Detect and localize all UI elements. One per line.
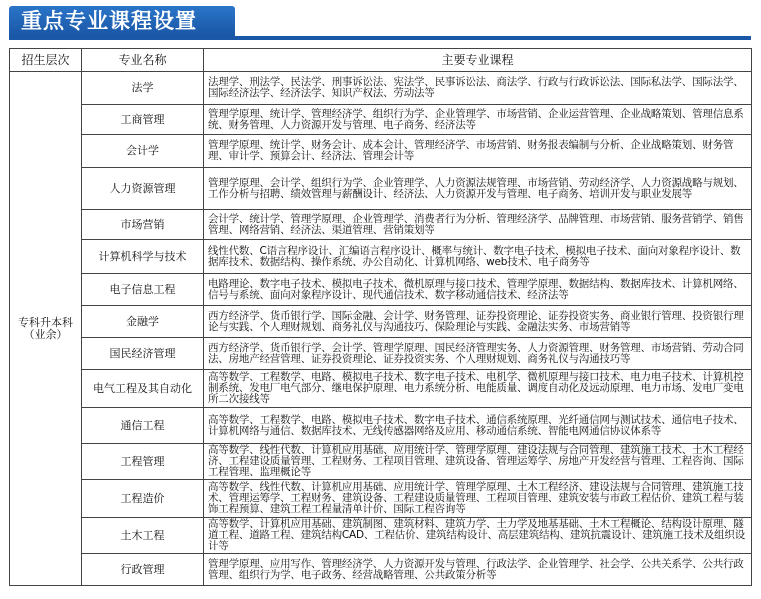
courses-cell: 高等数学、工程数学、电路、模拟电子技术、数字电子技术、电机学、微机原理与接口技术、电力电子技术、计算机控制系统、发电厂电气部分、继电保护原理、电力系统分析、电能质量、调度自动化及远动原理、电力市场、发电厂变电所二次接线等 xyxy=(204,370,752,408)
title-banner xyxy=(9,6,235,36)
courses-cell: 高等数学、线性代数、计算机应用基础、应用统计学、管理学原理、建设法规与合同管理、建筑施工技术、土木工程经济、工程建设质量管理、工程财务、工程项目管理、建筑设备、管理运筹学、房地产开发经营与管理、工程咨询、国际工程管理、监理概论等 xyxy=(204,444,752,480)
courses-cell: 管理学原理、会计学、组织行为学、企业管理学、人力资源法规管理、市场营销、劳动经济学、人力资源战略与规划、工作分析与招聘、绩效管理与薪酬设计、经济法、人力资源开发与管理、电子商务、培训开发与职业发展等 xyxy=(204,168,752,210)
major-name-cell: 工商管理 xyxy=(82,105,204,135)
header-major: 专业名称 xyxy=(82,49,204,72)
courses-cell: 会计学、统计学、管理学原理、企业管理学、消费者行为分析、管理经济学、品牌管理、市场营销、服务营销学、销售管理、网络营销、经济法、渠道管理、营销策划等 xyxy=(204,210,752,240)
enrollment-level-cell: 专科升本科（业余） xyxy=(10,72,82,586)
courses-cell: 线性代数、C语言程序设计、汇编语言程序设计、概率与统计、数字电子技术、模拟电子技术、面向对象程序设计、数据库技术、数据结构、操作系统、办公自动化、计算机网络、web技术、电子商务等 xyxy=(204,240,752,274)
table-row xyxy=(10,168,752,210)
header-level: 招生层次 xyxy=(10,49,82,72)
courses-cell: 高等数学、计算机应用基础、建筑制图、建筑材料、建筑力学、土力学及地基基础、土木工程概论、结构设计原理、隧道工程、道路工程、建筑结构CAD、工程估价、建筑结构设计、高层建筑结构、建筑抗震设计、建筑施工技术及组织设计等 xyxy=(204,518,752,554)
courses-cell: 电路理论、数字电子技术、模拟电子技术、微机原理与接口技术、管理学原理、数据结构、数据库技术、计算机网络、信号与系统、面向对象程序设计、现代通信技术、数字移动通信技术、经济法等 xyxy=(204,274,752,306)
title-underline xyxy=(9,36,751,40)
table-row xyxy=(10,240,752,274)
courses-cell: 高等数学、线性代数、计算机应用基础、应用统计学、管理学原理、土木工程经济、建设法规与合同管理、建筑施工技术、管理运筹学、工程财务、建筑设备、工程建设质量管理、工程项目管理、建筑安装与市政工程估价、建筑工程与装饰工程预算、建筑工程工程量清单计价、国际工程咨询等 xyxy=(204,480,752,518)
major-name-cell: 通信工程 xyxy=(82,408,204,444)
major-name-cell: 金融学 xyxy=(82,306,204,338)
courses-cell: 西方经济学、货币银行学、会计学、管理学原理、国民经济管理实务、人力资源管理、财务管理、市场营销、劳动合同法、房地产经营管理、证券投资理论、证券投资实务、个人理财规划、商务礼仪与沟通技巧等 xyxy=(204,338,752,370)
major-name-cell: 工程管理 xyxy=(82,444,204,480)
table-row xyxy=(10,210,752,240)
major-name-cell: 法学 xyxy=(82,72,204,105)
major-name-cell: 土木工程 xyxy=(82,518,204,554)
major-name-cell: 工程造价 xyxy=(82,480,204,518)
courses-cell: 管理学原理、统计学、管理经济学、组织行为学、企业管理学、市场营销、企业运营管理、企业战略策划、管理信息系统、财务管理、人力资源开发与管理、电子商务、经济法等 xyxy=(204,105,752,135)
page-title: 重点专业课程设置 xyxy=(21,9,197,33)
major-name-cell: 会计学 xyxy=(82,135,204,168)
major-name-cell: 计算机科学与技术 xyxy=(82,240,204,274)
table-body xyxy=(10,72,752,586)
table-row xyxy=(10,518,752,554)
table-row xyxy=(10,480,752,518)
table-row xyxy=(10,72,752,105)
table-header-row xyxy=(10,49,752,72)
table-row xyxy=(10,135,752,168)
header-courses: 主要专业课程 xyxy=(204,49,752,72)
table-row xyxy=(10,306,752,338)
courses-cell: 西方经济学、货币银行学、国际金融、会计学、财务管理、证券投资理论、证券投资实务、商业银行管理、投资银行理论与实践、个人理财规划、商务礼仪与沟通技巧、保险理论与实践、金融法实务、市场营销等 xyxy=(204,306,752,338)
courses-cell: 高等数学、工程数学、电路、模拟电子技术、数字电子技术、通信系统原理、光纤通信网与测试技术、通信电子技术、计算机网络与通信、数据库技术、无线传感器网络及应用、移动通信系统、智能电网通信协议体系等 xyxy=(204,408,752,444)
table-row xyxy=(10,370,752,408)
table-row xyxy=(10,338,752,370)
major-name-cell: 行政管理 xyxy=(82,554,204,586)
table-row xyxy=(10,444,752,480)
major-name-cell: 电气工程及其自动化 xyxy=(82,370,204,408)
course-table xyxy=(9,48,752,586)
table-row xyxy=(10,408,752,444)
courses-cell: 法理学、刑法学、民法学、刑事诉讼法、宪法学、民事诉讼法、商法学、行政与行政诉讼法、国际私法学、国际法学、国际经济法学、经济法学、知识产权法、劳动法等 xyxy=(204,72,752,105)
table-row xyxy=(10,274,752,306)
courses-cell: 管理学原理、应用写作、管理经济学、人力资源开发与管理、行政法学、企业管理学、社会学、公共关系学、公共行政管理、组织行为学、电子政务、经营战略管理、公共政策分析等 xyxy=(204,554,752,586)
major-name-cell: 国民经济管理 xyxy=(82,338,204,370)
courses-cell: 管理学原理、统计学、财务会计、成本会计、管理经济学、市场营销、财务报表编制与分析、企业战略策划、财务管理、审计学、预算会计、经济法、管理会计等 xyxy=(204,135,752,168)
table-row xyxy=(10,554,752,586)
major-name-cell: 市场营销 xyxy=(82,210,204,240)
table-row xyxy=(10,105,752,135)
major-name-cell: 人力资源管理 xyxy=(82,168,204,210)
major-name-cell: 电子信息工程 xyxy=(82,274,204,306)
